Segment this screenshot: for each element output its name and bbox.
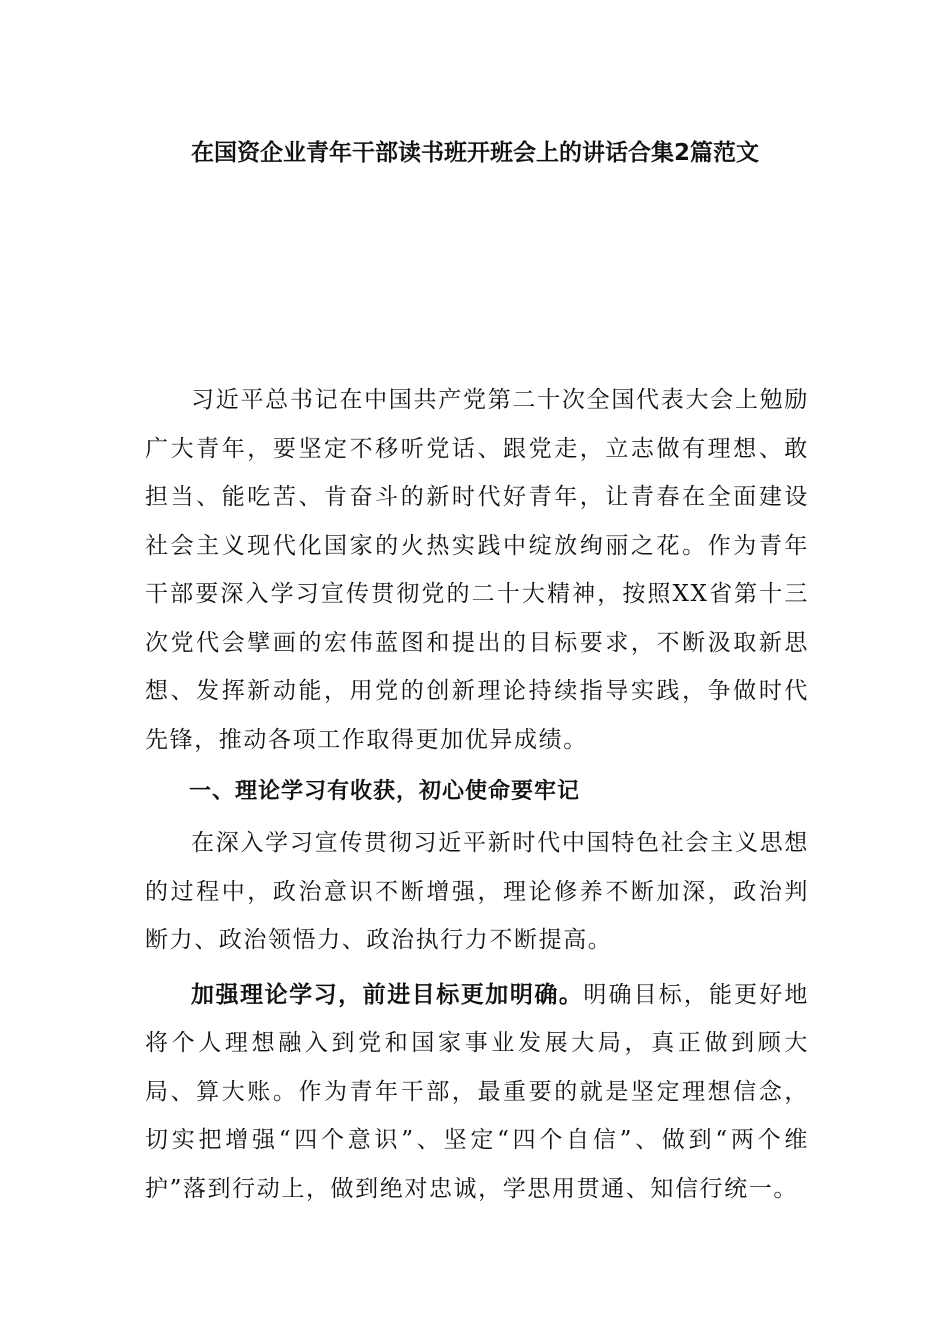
section-paragraph-1: 在深入学习宣传贯彻习近平新时代中国特色社会主义思想的过程中，政治意识不断增强，理论修养不断加深，政治判断力、政治领悟力、政治执行力不断提高。 (145, 830, 809, 953)
section-paragraph-2 (145, 971, 809, 1214)
paragraph-lead-sentence: 加强理论学习，前进目标更加明确。 (191, 981, 584, 1008)
document-title: 在国资企业青年干部读书班开班会上的讲话合集2篇范文 (190, 140, 759, 166)
section-heading: 一、理论学习有收获，初心使命要牢记 (189, 779, 581, 804)
paragraph-body-text: 明确目标，能更好地将个人理想融入到党和国家事业发展大局，真正做到顾大局、算大账。作为青年干部，最重要的就是坚定理想信念，切实把增强“四个意识”、坚定“四个自信”、做到“两个维护”落到行动上，做到绝对忠诚，学思用贯通、知信行统一。 (145, 981, 810, 1202)
intro-paragraph: 习近平总书记在中国共产党第二十次全国代表大会上勉励广大青年，要坚定不移听党话、跟党走，立志做有理想、敢担当、能吃苦、肯奋斗的新时代好青年，让青春在全面建设社会主义现代化国家的火热实践中绽放绚丽之花。作为青年干部要深入学习宣传贯彻党的二十大精神，按照XX省第十三次党代会擘画的宏伟蓝图和提出的目标要求，不断汲取新思想、发挥新动能，用党的创新理论持续指导实践，争做时代先锋，推动各项工作取得更加优异成绩。 (145, 387, 809, 753)
document-body (145, 376, 809, 1213)
